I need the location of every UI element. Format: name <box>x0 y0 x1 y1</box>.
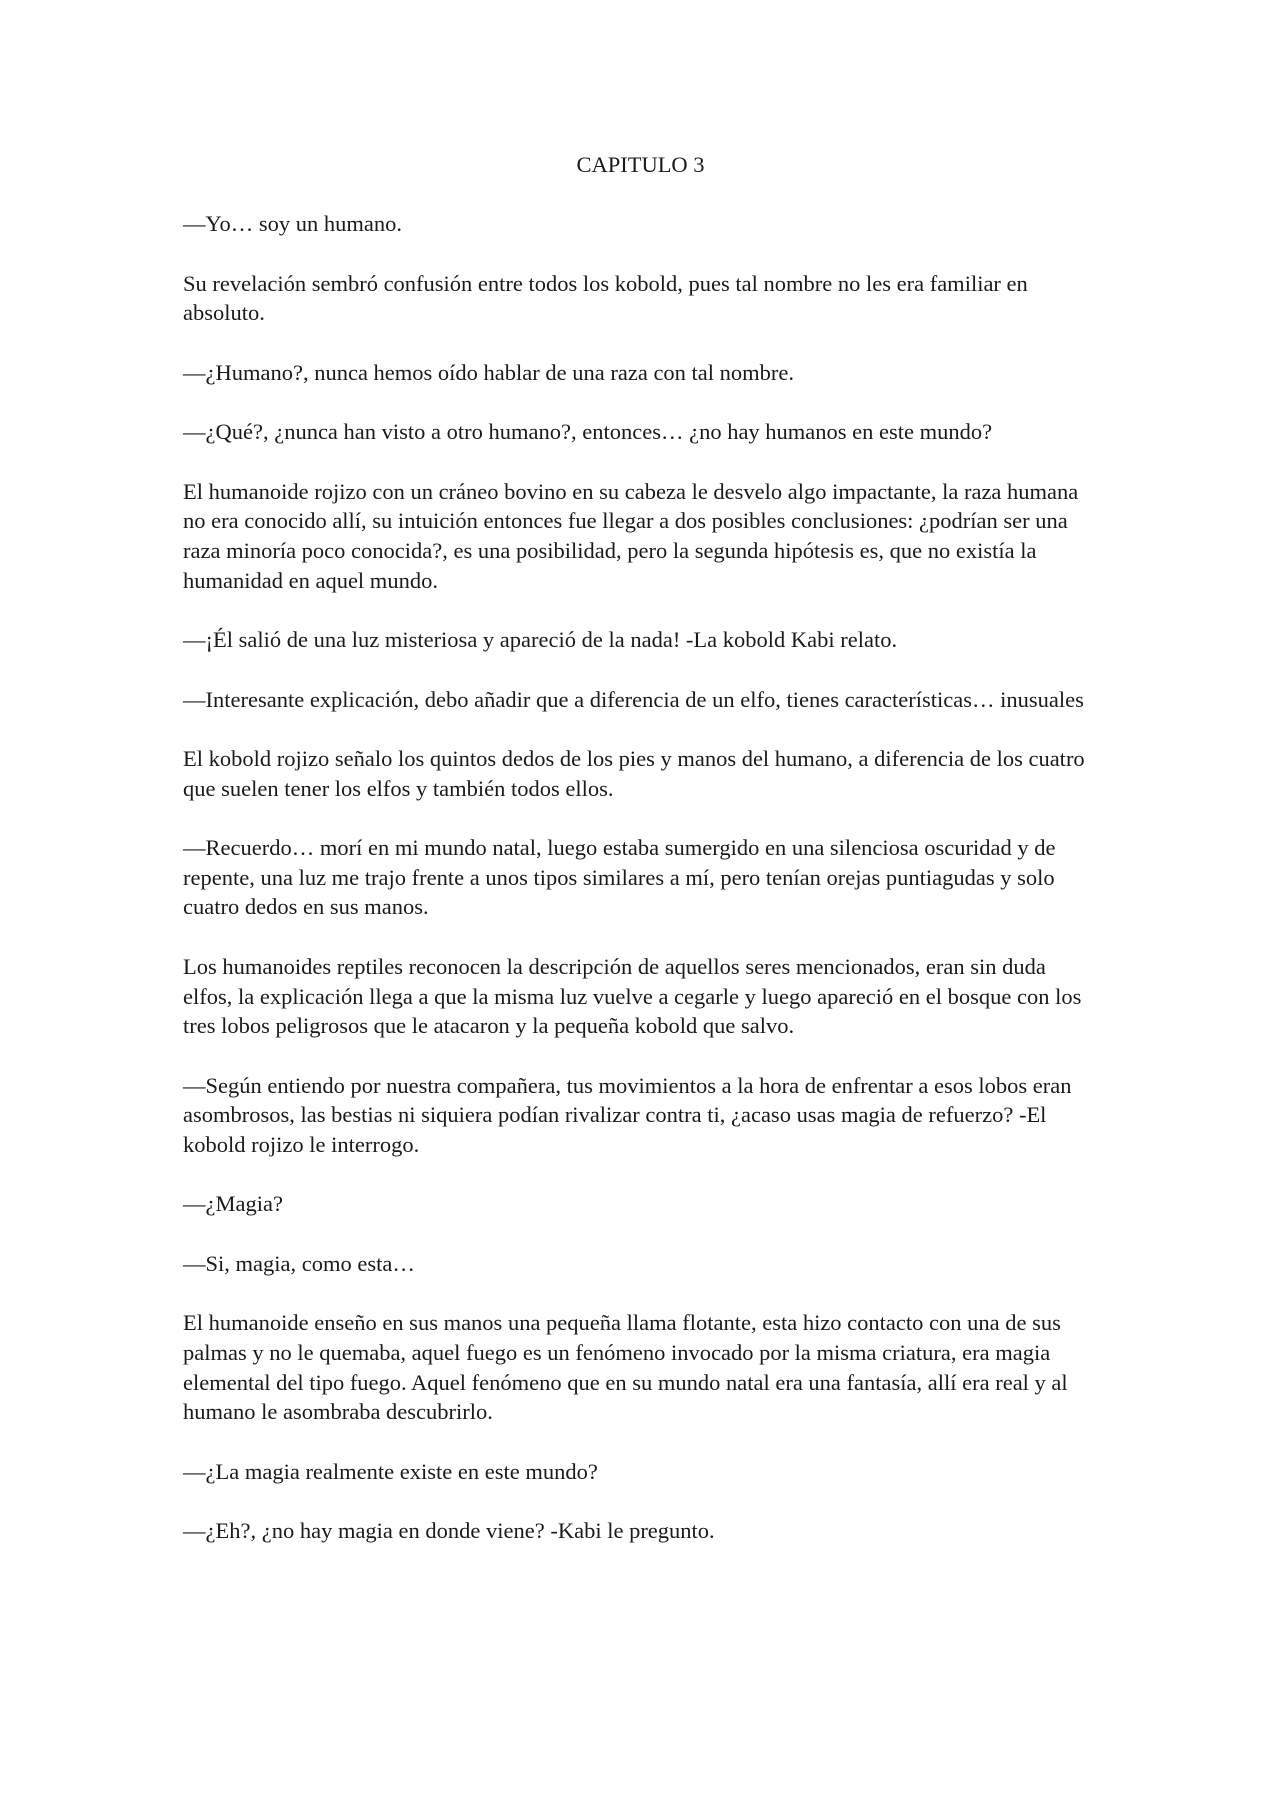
paragraph: —¿Magia? <box>183 1191 283 1217</box>
paragraph: —¿Humano?, nunca hemos oído hablar de una raza con tal nombre. <box>183 359 795 385</box>
paragraph: Su revelación sembró confusión entre todos los kobold, pues tal nombre no les era familiar en absoluto. <box>183 270 1028 326</box>
paragraph: —Según entiendo por nuestra compañera, tus movimientos a la hora de enfrentar a esos lobos eran asombrosos, las bestias ni siquiera podían rivalizar contra ti, ¿acaso usas magia de refuerzo? -El kobold rojizo le interrogo. <box>183 1072 1072 1158</box>
paragraph: —Interesante explicación, debo añadir que a diferencia de un elfo, tienes características… inusuales <box>183 686 1084 712</box>
paragraph: El kobold rojizo señalo los quintos dedos de los pies y manos del humano, a diferencia de los cuatro que suelen tener los elfos y también todos ellos. <box>183 745 1085 801</box>
paragraph: —¿Eh?, ¿no hay magia en donde viene? -Kabi le pregunto. <box>183 1518 715 1544</box>
paragraph: El humanoide enseño en sus manos una pequeña llama flotante, esta hizo contacto con una de sus palmas y no le quemaba, aquel fuego es un fenómeno invocado por la misma criatura, era magia elemental del tipo fuego. Aquel fenómeno que en su mundo natal era una fantasía, allí era real y al humano le asombraba descubrirlo. <box>183 1310 1068 1425</box>
paragraph: El humanoide rojizo con un cráneo bovino en su cabeza le desvelo algo impactante, la raza humana no era conocido allí, su intuición entonces fue llegar a dos posibles conclusiones: ¿podrían ser una raza minoría poco conocida?, es una posibilidad, pero la segunda hipótesis es, que no existía la humanidad en aquel mundo. <box>183 478 1079 593</box>
paragraph: —¿Qué?, ¿nunca han visto a otro humano?, entonces… ¿no hay humanos en este mundo? <box>183 419 993 445</box>
paragraph: —Recuerdo… morí en mi mundo natal, luego estaba sumergido en una silenciosa oscuridad y de repente, una luz me trajo frente a unos tipos similares a mí, pero tenían orejas puntiagudas y solo cuatro dedos en sus manos. <box>183 835 1056 920</box>
paragraph: —¡Él salió de una luz misteriosa y apareció de la nada! -La kobold Kabi relato. <box>183 627 898 653</box>
chapter-title: CAPITULO 3 <box>576 152 705 177</box>
paragraph: —Si, magia, como esta… <box>183 1250 415 1276</box>
paragraph: Los humanoides reptiles reconocen la descripción de aquellos seres mencionados, eran sin duda elfos, la explicación llega a que la misma luz vuelve a cegarle y luego apareció en el bosque con los tres lobos peligrosos que le atacaron y la pequeña kobold que salvo. <box>183 953 1082 1039</box>
paragraph: —¿La magia realmente existe en este mundo? <box>183 1458 598 1484</box>
page-body <box>183 150 1098 1575</box>
paragraph: —Yo… soy un humano. <box>183 211 402 237</box>
